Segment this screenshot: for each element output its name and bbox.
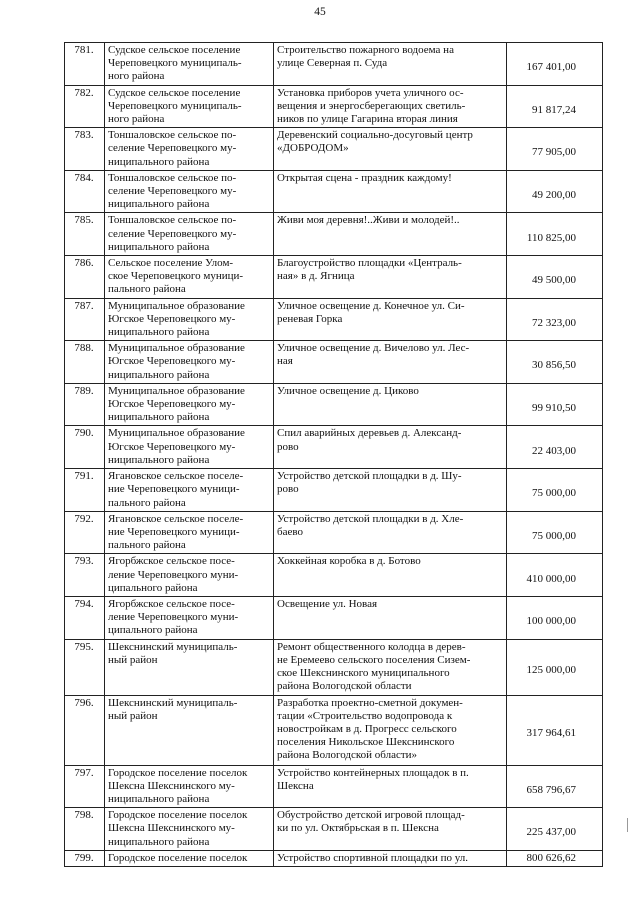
project-cell-text: Спил аварийных деревьев д. Александ- рово [277, 427, 462, 453]
row-number [65, 170, 105, 213]
row-number-text: 799. [74, 851, 94, 864]
amount-cell [507, 554, 603, 597]
recipient-cell-text: Шекснинский муниципаль- ный район [108, 696, 238, 722]
amount-cell-text: 125 000,00 [526, 664, 576, 677]
amount-cell-text: 800 626,62 [526, 851, 576, 864]
project-cell [274, 639, 507, 695]
amount-cell [507, 170, 603, 213]
project-cell-text: Благоустройство площадки «Централь- ная» в д. Ягница [277, 257, 462, 283]
table-row [65, 808, 603, 851]
recipient-cell [105, 170, 274, 213]
table-row [65, 469, 603, 512]
project-cell-text: Уличное освещение д. Вичелово ул. Лес- ная [277, 342, 470, 368]
project-cell [274, 128, 507, 171]
row-number [65, 128, 105, 171]
project-cell [274, 554, 507, 597]
amount-cell-text: 410 000,00 [526, 572, 576, 585]
amount-cell-text: 49 500,00 [532, 274, 576, 287]
row-number-text: 795. [74, 640, 94, 653]
recipient-cell [105, 850, 274, 866]
row-number [65, 43, 105, 86]
amount-cell-text: 99 910,50 [532, 402, 576, 415]
row-number [65, 213, 105, 256]
recipient-cell-text: Тоншаловское сельское по- селение Череповецкого му- ниципального района [108, 129, 237, 168]
table-row [65, 511, 603, 554]
recipient-cell [105, 765, 274, 808]
project-cell [274, 213, 507, 256]
recipient-cell-text: Муниципальное образование Югское Череповецкого му- ниципального района [108, 299, 245, 339]
amount-cell [507, 695, 603, 765]
recipient-cell [105, 256, 274, 299]
row-number-text: 783. [74, 129, 94, 142]
project-cell-text: Устройство спортивной площадки по ул. [277, 851, 468, 864]
table-row [65, 213, 603, 256]
project-cell [274, 341, 507, 384]
page-number: 45 [314, 6, 326, 18]
project-cell [274, 256, 507, 299]
recipient-cell-text: Шекснинский муниципаль- ный район [108, 640, 238, 666]
recipient-cell [105, 695, 274, 765]
amount-cell [507, 256, 603, 299]
amount-cell-text: 75 000,00 [532, 529, 576, 542]
table-row [65, 256, 603, 299]
amount-cell-text: 30 856,50 [532, 359, 576, 372]
recipient-cell [105, 426, 274, 469]
project-cell-text: Уличное освещение д. Циково [277, 384, 419, 397]
recipient-cell [105, 469, 274, 512]
project-cell [274, 850, 507, 866]
project-cell-text: Ремонт общественного колодца в дерев- не Еремеево сельского поселения Сизем- ское Шекснинского муниципального района Вологодской области [277, 640, 471, 693]
recipient-cell-text: Тоншаловское сельское по- селение Череповецкого му- ниципального района [108, 171, 237, 211]
recipient-cell-text: Ягановское сельское поселе- ние Череповецкого муници- пального района [108, 512, 244, 552]
project-cell-text: Разработка проектно-сметной докумен- тации «Строительство водопровода к новостройкам в д. Прогресс сельского поселения Никольское Шекснинского района Вологодской области» [277, 696, 463, 762]
row-number [65, 808, 105, 851]
amount-cell-text: 100 000,00 [526, 615, 576, 628]
row-number [65, 469, 105, 512]
row-number [65, 426, 105, 469]
recipient-cell-text: Муниципальное образование Югское Череповецкого му- ниципального района [108, 342, 245, 381]
row-number [65, 639, 105, 695]
row-number-text: 797. [74, 766, 94, 779]
recipient-cell-text: Ягановское сельское поселе- ние Череповецкого муници- пального района [108, 470, 244, 509]
row-number [65, 850, 105, 866]
project-cell [274, 43, 507, 86]
amount-cell [507, 128, 603, 171]
recipient-cell-text: Городское поселение поселок Шексна Шекснинского му- ниципального района [108, 809, 248, 848]
table-row [65, 383, 603, 426]
project-cell-text: Обустройство детской игровой площад- ки по ул. Октябрьская в п. Шексна [277, 809, 465, 835]
project-cell [274, 808, 507, 851]
row-number [65, 511, 105, 554]
project-cell [274, 426, 507, 469]
amount-cell [507, 298, 603, 341]
recipient-cell [105, 298, 274, 341]
row-number [65, 256, 105, 299]
row-number-text: 782. [74, 86, 94, 99]
project-cell-text: Хоккейная коробка в д. Ботово [277, 555, 421, 568]
project-cell [274, 765, 507, 808]
table-row [65, 170, 603, 213]
amount-cell [507, 639, 603, 695]
amount-cell [507, 341, 603, 384]
recipient-cell [105, 43, 274, 86]
row-number [65, 596, 105, 639]
recipient-cell [105, 383, 274, 426]
project-cell-text: Устройство детской площадки в д. Хле- баево [277, 512, 464, 538]
amount-cell-text: 110 825,00 [526, 231, 576, 244]
amount-cell-text: 49 200,00 [532, 189, 576, 202]
recipient-cell-text: Муниципальное образование Югское Череповецкого му- ниципального района [108, 384, 245, 424]
amount-cell-text: 75 000,00 [532, 487, 576, 500]
project-cell [274, 511, 507, 554]
project-cell-text: Деревенский социально-досуговый центр «ДОБРОДОМ» [277, 129, 473, 155]
amount-cell-text: 167 401,00 [526, 61, 576, 74]
row-number [65, 554, 105, 597]
project-cell-text: Освещение ул. Новая [277, 597, 378, 610]
amount-cell [507, 850, 603, 866]
amount-cell [507, 426, 603, 469]
row-number-text: 786. [74, 257, 94, 270]
table-body [65, 43, 603, 867]
table-row [65, 298, 603, 341]
row-number [65, 695, 105, 765]
table-row [65, 85, 603, 128]
recipient-cell-text: Ягорбжское сельское посе- ление Череповецкого муни- ципального района [108, 555, 239, 594]
amount-cell [507, 596, 603, 639]
row-number [65, 298, 105, 341]
project-cell [274, 695, 507, 765]
amount-cell [507, 808, 603, 851]
amount-cell [507, 85, 603, 128]
recipient-cell [105, 128, 274, 171]
row-number-text: 791. [74, 470, 94, 483]
project-cell [274, 596, 507, 639]
recipient-cell-text: Судское сельское поселение Череповецкого муниципаль- ного района [108, 44, 242, 83]
amount-cell-text: 658 796,67 [526, 783, 576, 796]
table-row [65, 850, 603, 866]
row-number-text: 793. [74, 555, 94, 568]
project-cell-text: Строительство пожарного водоема на улице Северная п. Суда [277, 44, 454, 70]
amount-cell-text: 22 403,00 [532, 444, 576, 457]
project-cell-text: Установка приборов учета уличного ос- вещения и энергосберегающих светиль- ников по улице Гагарина вторая линия [277, 86, 466, 126]
row-number-text: 787. [74, 299, 94, 312]
project-cell [274, 85, 507, 128]
row-number-text: 790. [74, 427, 94, 440]
row-number-text: 785. [74, 214, 94, 227]
row-number-text: 781. [74, 44, 94, 56]
recipient-cell-text: Судское сельское поселение Череповецкого муниципаль- ного района [108, 86, 242, 126]
table-row [65, 341, 603, 384]
project-cell-text: Живи моя деревня!..Живи и молодей!.. [277, 214, 460, 227]
project-cell [274, 469, 507, 512]
amount-cell [507, 511, 603, 554]
project-cell-text: Уличное освещение д. Конечное ул. Си- реневая Горка [277, 299, 465, 325]
project-cell-text: Открытая сцена - праздник каждому! [277, 171, 452, 184]
recipient-cell-text: Городское поселение поселок Шексна Шекснинского му- ниципального района [108, 766, 248, 805]
recipient-cell-text: Тоншаловское сельское по- селение Череповецкого му- ниципального района [108, 214, 237, 253]
project-cell-text: Устройство детской площадки в д. Шу- рово [277, 470, 462, 496]
table-row [65, 639, 603, 695]
project-cell [274, 383, 507, 426]
recipient-cell [105, 639, 274, 695]
recipient-cell-text: Муниципальное образование Югское Череповецкого му- ниципального района [108, 427, 245, 466]
table-row [65, 43, 603, 86]
recipient-cell [105, 808, 274, 851]
row-number-text: 784. [74, 171, 94, 184]
amount-cell-text: 225 437,00 [526, 826, 576, 839]
row-number-text: 789. [74, 384, 94, 397]
row-number-text: 798. [74, 809, 94, 822]
table-row [65, 695, 603, 765]
amount-cell [507, 43, 603, 86]
project-cell [274, 298, 507, 341]
row-number-text: 792. [74, 512, 94, 525]
project-cell-text: Устройство контейнерных площадок в п. Шексна [277, 766, 469, 792]
row-number-text: 794. [74, 597, 94, 610]
table-row [65, 128, 603, 171]
row-number-text: 796. [74, 696, 94, 709]
amount-cell-text: 91 817,24 [532, 103, 576, 116]
amount-cell [507, 765, 603, 808]
recipient-cell-text: Сельское поселение Улом- ское Череповецкого муници- пального района [108, 257, 244, 296]
margin-mark [627, 818, 628, 832]
recipient-cell-text: Ягорбжское сельское посе- ление Череповецкого муни- ципального района [108, 597, 239, 637]
row-number [65, 341, 105, 384]
recipient-cell [105, 596, 274, 639]
amount-cell [507, 383, 603, 426]
recipient-cell [105, 85, 274, 128]
amount-cell-text: 77 905,00 [532, 146, 576, 159]
amount-cell [507, 469, 603, 512]
amount-cell-text: 317 964,61 [526, 727, 576, 740]
recipient-cell [105, 511, 274, 554]
row-number-text: 788. [74, 342, 94, 355]
row-number [65, 383, 105, 426]
recipient-cell [105, 341, 274, 384]
grants-table [64, 42, 603, 867]
project-cell [274, 170, 507, 213]
recipient-cell [105, 213, 274, 256]
amount-cell [507, 213, 603, 256]
amount-cell-text: 72 323,00 [532, 316, 576, 329]
table-row [65, 765, 603, 808]
recipient-cell-text: Городское поселение поселок [108, 851, 248, 864]
row-number [65, 85, 105, 128]
table-row [65, 426, 603, 469]
row-number [65, 765, 105, 808]
recipient-cell [105, 554, 274, 597]
table-row [65, 596, 603, 639]
table-row [65, 554, 603, 597]
